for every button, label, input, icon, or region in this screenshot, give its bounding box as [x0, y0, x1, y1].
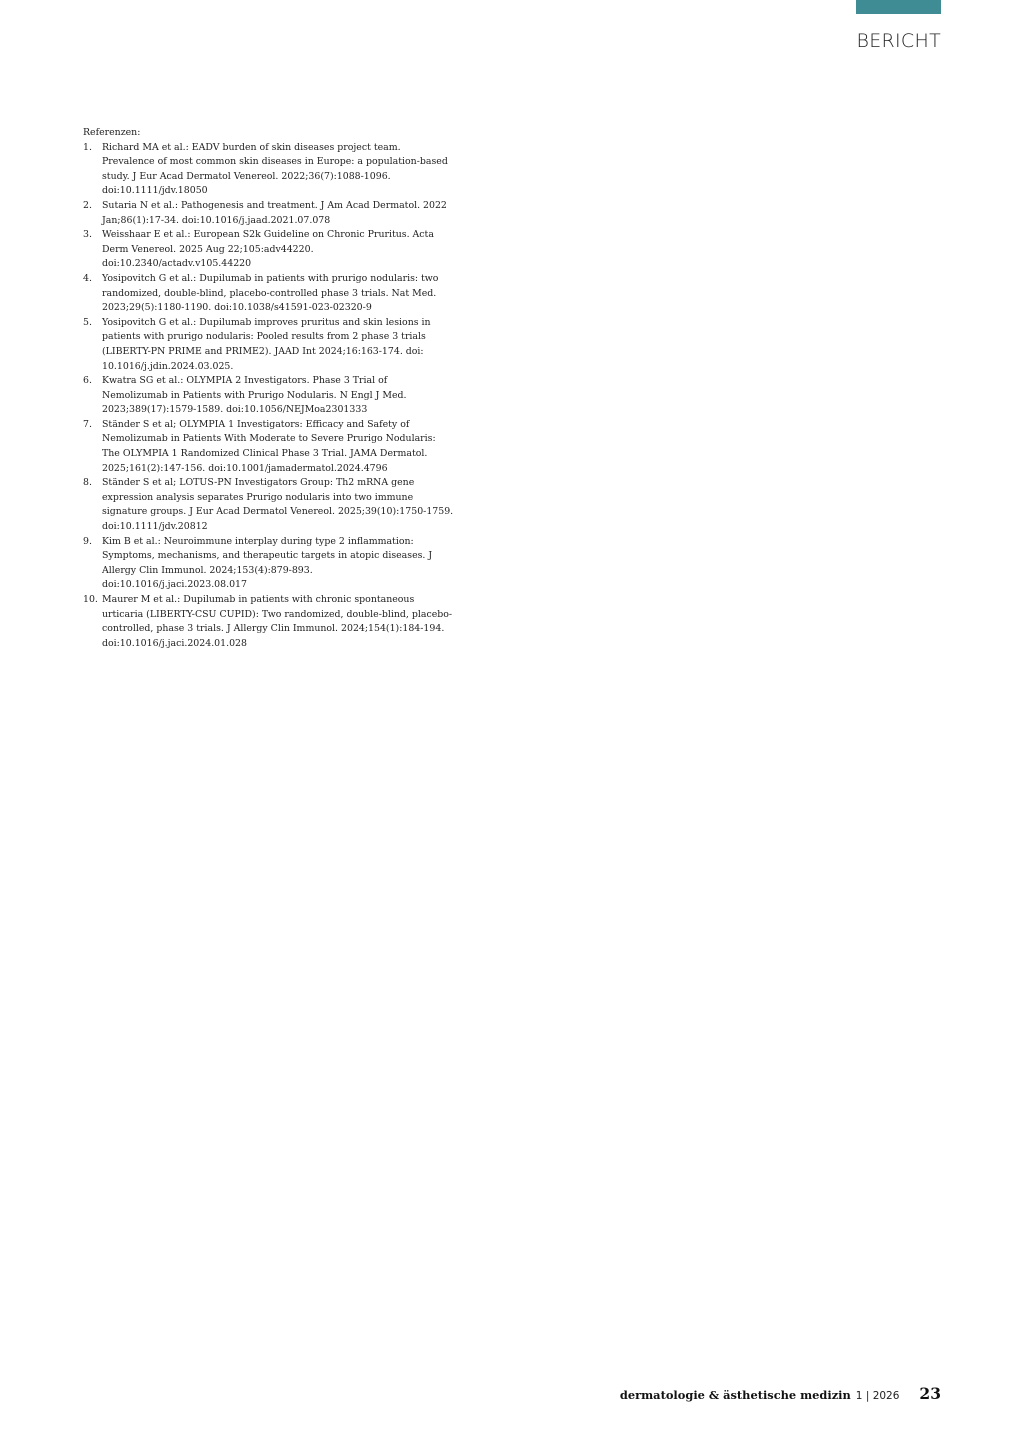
reference-text: Maurer M et al.: Dupilumab in patients with chronic spontaneous urticaria (LIBERTY-CSU CUPID): Two randomized, double-blind, placebo-controlled, phase 3 trials. J Allergy Clin Immunol. 2024;154(1):184-194. doi:10.1016/j.jaci.2024.01.028 [102, 594, 453, 649]
reference-item [83, 374, 455, 418]
reference-number: 10. [83, 594, 98, 605]
references-section [83, 126, 455, 651]
reference-number: 4. [83, 272, 92, 284]
page-footer [620, 1384, 941, 1403]
reference-number: 9. [83, 535, 92, 547]
reference-text: Yosipovitch G et al.: Dupilumab in patients with prurigo nodularis: two randomized, double-blind, placebo-controlled phase 3 trials. Nat Med. 2023;29(5):1180-1190. doi:10.1038/s41591-023-02320-9 [102, 272, 439, 314]
reference-text: Yosipovitch G et al.: Dupilumab improves pruritus and skin lesions in patients with prurigo nodularis: Pooled results from 2 phase 3 trials (LIBERTY-PN PRIME and PRIME2). JAAD Int 2024;16:163-174. doi: 10.1016/j.jdin.2024.03.025. [102, 316, 431, 372]
reference-item [83, 593, 455, 651]
reference-number: 1. [83, 141, 92, 153]
reference-text: Kim B et al.: Neuroimmune interplay during type 2 inflammation: Symptoms, mechanisms, and therapeutic targets in atopic diseases. J Allergy Clin Immunol. 2024;153(4):879-893. doi:10.1016/j.jaci.2023.08.017 [102, 535, 433, 591]
reference-text: Kwatra SG et al.: OLYMPIA 2 Investigators. Phase 3 Trial of Nemolizumab in Patients with Prurigo Nodularis. N Engl J Med. 2023;389(17):1579-1589. doi:10.1056/NEJMoa2301333 [102, 375, 407, 416]
reference-text: Sutaria N et al.: Pathogenesis and treatment. J Am Acad Dermatol. 2022 Jan;86(1):17-34. doi:10.1016/j.jaad.2021.07.078 [102, 199, 447, 226]
reference-number: 2. [83, 199, 92, 211]
reference-text: Ständer S et al; LOTUS-PN Investigators Group: Th2 mRNA gene expression analysis separates Prurigo nodularis into two immune signature groups. J Eur Acad Dermatol Venereol. 2025;39(10):1750-1759. doi:10.1111/jdv.20812 [102, 477, 454, 533]
reference-text: Ständer S et al; OLYMPIA 1 Investigators: Efficacy and Safety of Nemolizumab in Patients With Moderate to Severe Prurigo Nodularis: The OLYMPIA 1 Randomized Clinical Phase 3 Trial. JAMA Dermatol. 2025;161(2):147-156. doi:10.1001/jamadermatol.2024.4796 [102, 418, 436, 474]
reference-number: 3. [83, 229, 92, 241]
header-accent-bar [856, 0, 941, 14]
reference-item [83, 476, 455, 534]
reference-list [83, 141, 455, 652]
reference-number: 6. [83, 375, 92, 387]
reference-item [83, 418, 455, 476]
reference-item [83, 316, 455, 374]
reference-item [83, 199, 455, 228]
reference-item [83, 141, 455, 199]
reference-number: 5. [83, 316, 92, 328]
reference-text: Richard MA et al.: EADV burden of skin diseases project team. Prevalence of most common skin diseases in Europe: a population-based study. J Eur Acad Dermatol Venereol. 2022;36(7):1088-1096. doi:10.1111/jdv.18050 [102, 141, 448, 197]
reference-item [83, 272, 455, 316]
references-heading: Referenzen: [83, 127, 141, 138]
section-label: BERICHT [856, 30, 941, 52]
reference-text: Weisshaar E et al.: European S2k Guideline on Chronic Pruritus. Acta Derm Venereol. 2025 Aug 22;105:adv44220. doi:10.2340/actadv.v105.44220 [102, 229, 434, 270]
page-number: 23 [919, 1384, 941, 1403]
reference-item [83, 228, 455, 272]
journal-name: dermatologie & ästhetische medizin [619, 1388, 851, 1402]
reference-number: 8. [83, 477, 92, 489]
issue-label: 1 | 2026 [855, 1390, 900, 1402]
reference-item [83, 535, 455, 593]
reference-number: 7. [83, 418, 92, 430]
